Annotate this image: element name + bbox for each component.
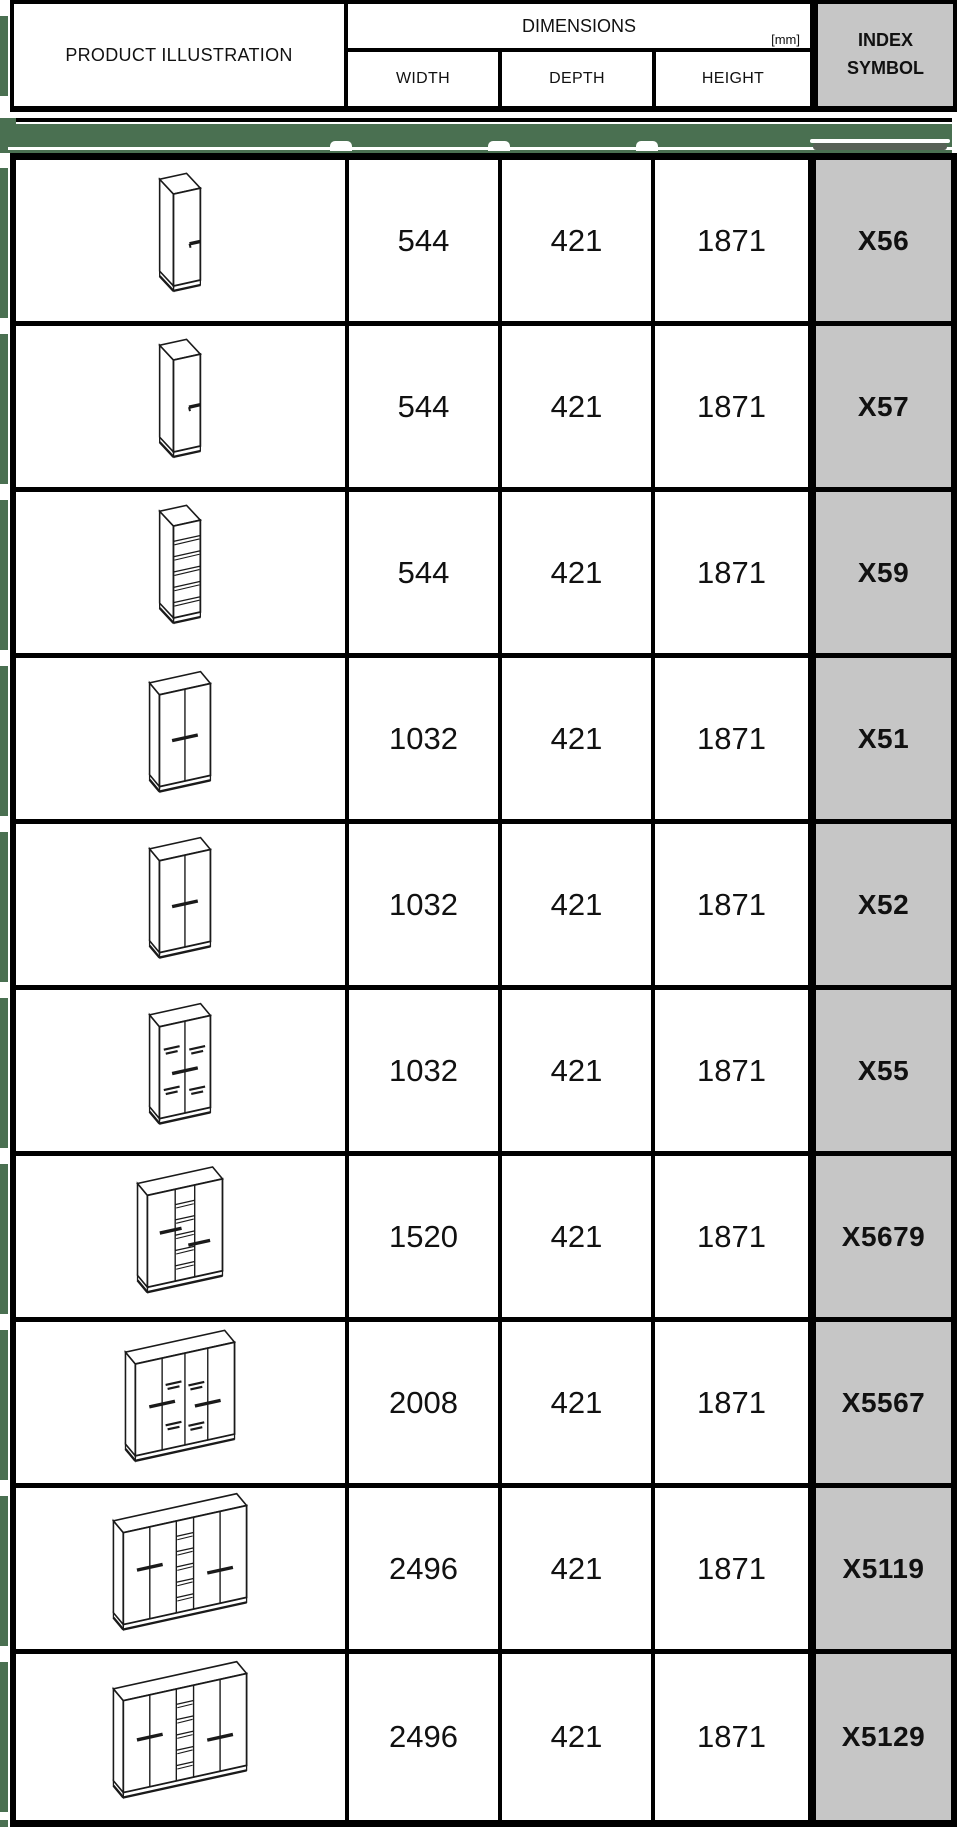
width-cell xyxy=(349,990,502,1156)
height-value: 1871 xyxy=(697,1218,766,1254)
width-cell xyxy=(349,492,502,658)
index-symbol-value: X5119 xyxy=(842,1552,925,1584)
depth-cell xyxy=(502,1488,655,1654)
width-value: 544 xyxy=(397,388,450,424)
header-height xyxy=(656,52,810,106)
index-symbol-cell xyxy=(808,160,951,326)
width-value: 544 xyxy=(397,222,450,258)
height-cell xyxy=(655,990,808,1156)
depth-value: 421 xyxy=(550,388,603,424)
width-cell xyxy=(349,824,502,990)
table-row xyxy=(16,990,951,1156)
wardrobe-illustration-icon xyxy=(16,1489,345,1649)
depth-value: 421 xyxy=(550,1218,603,1254)
wardrobe-illustration-icon xyxy=(16,493,345,653)
index-symbol-cell xyxy=(808,1654,951,1820)
green-strip-segment xyxy=(0,1662,8,1812)
height-value: 1871 xyxy=(697,222,766,258)
wardrobe-illustration-icon xyxy=(16,825,345,985)
index-symbol-cell xyxy=(808,1322,951,1488)
index-symbol-value: X51 xyxy=(857,722,910,754)
height-value: 1871 xyxy=(697,388,766,424)
header-dimensions xyxy=(348,4,810,52)
wardrobe-illustration-icon xyxy=(16,659,345,819)
header-depth-label: DEPTH xyxy=(549,70,605,87)
depth-cell xyxy=(502,658,655,824)
header-product-illustration xyxy=(14,4,348,106)
width-cell xyxy=(349,1156,502,1322)
depth-value: 421 xyxy=(550,720,603,756)
table-row xyxy=(16,492,951,658)
wardrobe-illustration-icon xyxy=(16,1157,345,1317)
table-row xyxy=(16,1654,951,1820)
depth-value: 421 xyxy=(550,1052,603,1088)
depth-cell xyxy=(502,990,655,1156)
product-illustration-cell xyxy=(16,1488,349,1654)
width-cell xyxy=(349,326,502,492)
height-value: 1871 xyxy=(697,720,766,756)
header-dimensions-label: DIMENSIONS xyxy=(521,15,636,36)
index-symbol-value: X57 xyxy=(857,390,910,422)
header-width xyxy=(348,52,502,106)
depth-value: 421 xyxy=(550,886,603,922)
table-header xyxy=(10,0,957,112)
height-cell xyxy=(655,658,808,824)
depth-cell xyxy=(502,824,655,990)
green-strip-segment xyxy=(0,1820,8,1827)
width-value: 544 xyxy=(397,554,450,590)
product-illustration-cell xyxy=(16,492,349,658)
product-illustration-cell xyxy=(16,658,349,824)
green-strip-segment xyxy=(0,998,8,1148)
product-illustration-cell xyxy=(16,1654,349,1820)
header-product-illustration-label: PRODUCT ILLUSTRATION xyxy=(65,44,293,65)
width-value: 2496 xyxy=(389,1550,458,1586)
green-strip-segment xyxy=(0,168,8,318)
index-symbol-value: X55 xyxy=(857,1054,910,1086)
height-value: 1871 xyxy=(697,1052,766,1088)
depth-cell xyxy=(502,492,655,658)
header-width-label: WIDTH xyxy=(396,70,450,87)
height-value: 1871 xyxy=(697,554,766,590)
width-cell xyxy=(349,160,502,326)
green-strip-segment xyxy=(0,500,8,650)
product-illustration-cell xyxy=(16,1156,349,1322)
index-symbol-cell xyxy=(808,492,951,658)
green-strip-segment xyxy=(0,16,8,96)
green-strip-segment xyxy=(0,1164,8,1314)
width-value: 1032 xyxy=(389,886,458,922)
depth-value: 421 xyxy=(550,1550,603,1586)
index-symbol-value: X56 xyxy=(857,224,910,256)
table-row xyxy=(16,1322,951,1488)
index-symbol-cell xyxy=(808,1156,951,1322)
product-illustration-cell xyxy=(16,326,349,492)
width-value: 1520 xyxy=(389,1218,458,1254)
header-mm-unit: [mm] xyxy=(771,32,800,47)
height-cell xyxy=(655,824,808,990)
height-cell xyxy=(655,492,808,658)
width-value: 1032 xyxy=(389,720,458,756)
scan-artifact-tab xyxy=(636,141,658,151)
depth-value: 421 xyxy=(550,222,603,258)
product-illustration-cell xyxy=(16,160,349,326)
index-symbol-cell xyxy=(808,1488,951,1654)
width-cell xyxy=(349,1488,502,1654)
depth-value: 421 xyxy=(550,1719,603,1754)
wardrobe-illustration-icon xyxy=(16,161,345,321)
wardrobe-illustration-icon xyxy=(16,1323,345,1483)
depth-cell xyxy=(502,1654,655,1820)
header-index-symbol-label: INDEX SYMBOL xyxy=(846,30,924,78)
header-depth xyxy=(502,52,656,106)
table-row xyxy=(16,658,951,824)
green-strip-segment xyxy=(0,1496,8,1646)
scan-artifact-dark-bar xyxy=(813,143,947,150)
height-cell xyxy=(655,1156,808,1322)
table-row xyxy=(16,160,951,326)
index-symbol-cell xyxy=(808,990,951,1156)
index-symbol-value: X5679 xyxy=(841,1220,926,1252)
product-illustration-cell xyxy=(16,1322,349,1488)
index-symbol-cell xyxy=(808,658,951,824)
scan-artifact-tab xyxy=(330,141,352,151)
width-cell xyxy=(349,1654,502,1820)
height-value: 1871 xyxy=(697,1719,766,1754)
header-height-label: HEIGHT xyxy=(701,70,765,87)
depth-cell xyxy=(502,160,655,326)
scan-artifact-tab xyxy=(488,141,510,151)
index-symbol-value: X5129 xyxy=(841,1721,926,1752)
green-strip-segment xyxy=(0,1330,8,1480)
index-symbol-cell xyxy=(808,326,951,492)
width-value: 1032 xyxy=(389,1052,458,1088)
index-symbol-cell xyxy=(808,824,951,990)
table-row xyxy=(16,326,951,492)
product-table xyxy=(10,153,957,1827)
wardrobe-illustration-icon xyxy=(16,1657,345,1817)
height-cell xyxy=(655,1322,808,1488)
width-value: 2496 xyxy=(389,1719,458,1754)
height-cell xyxy=(655,326,808,492)
depth-cell xyxy=(502,326,655,492)
green-strip-segment xyxy=(0,334,8,484)
height-value: 1871 xyxy=(697,1384,766,1420)
height-cell xyxy=(655,1488,808,1654)
table-row xyxy=(16,1488,951,1654)
width-cell xyxy=(349,658,502,824)
header-index-symbol xyxy=(810,4,953,106)
width-value: 2008 xyxy=(389,1384,458,1420)
depth-value: 421 xyxy=(550,554,603,590)
depth-cell xyxy=(502,1156,655,1322)
height-value: 1871 xyxy=(697,1550,766,1586)
green-strip-segment xyxy=(0,832,8,982)
wardrobe-illustration-icon xyxy=(16,991,345,1151)
height-cell xyxy=(655,1654,808,1820)
index-symbol-value: X5567 xyxy=(841,1386,926,1418)
depth-cell xyxy=(502,1322,655,1488)
width-cell xyxy=(349,1322,502,1488)
green-band xyxy=(0,124,952,147)
depth-value: 421 xyxy=(550,1384,603,1420)
table-row xyxy=(16,824,951,990)
index-symbol-value: X59 xyxy=(857,556,910,588)
green-strip-segment xyxy=(0,666,8,816)
height-value: 1871 xyxy=(697,886,766,922)
wardrobe-illustration-icon xyxy=(16,327,345,487)
product-illustration-cell xyxy=(16,824,349,990)
product-illustration-cell xyxy=(16,990,349,1156)
height-cell xyxy=(655,160,808,326)
header-divider-rule xyxy=(8,118,952,122)
index-symbol-value: X52 xyxy=(857,888,910,920)
table-row xyxy=(16,1156,951,1322)
